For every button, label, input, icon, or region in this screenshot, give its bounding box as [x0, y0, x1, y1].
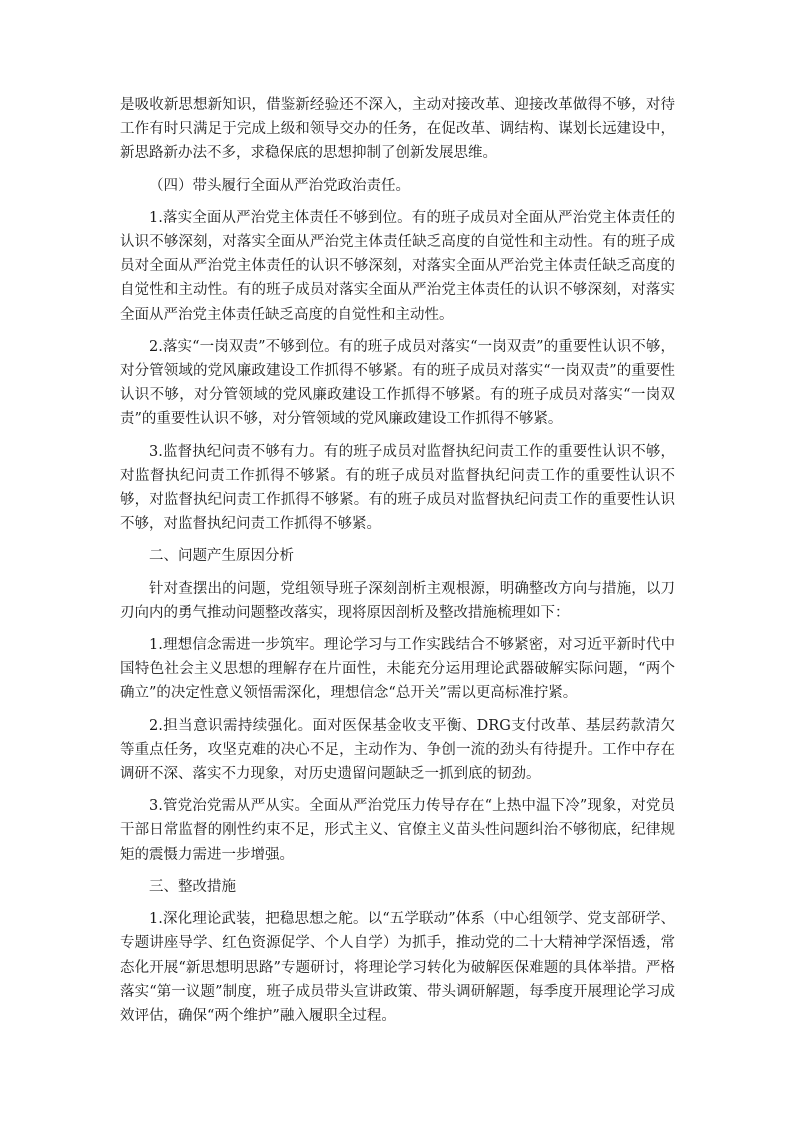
section-heading-4: （四）带头履行全面从严治党政治责任。 — [149, 177, 410, 194]
paragraph-item-2: 2.落实“一岗双责”不够到位。有的班子成员对落实“一岗双责”的重要性认识不够，对分管领域的党风廉政建设工作抓得不够紧。有的班子成员对落实“一岗双责”的重要性认识不够，对分管领域的党风廉政建设工作抓得不够紧。有的班子成员对落实“一岗双责”的重要性认识不够，对分管领域的党风廉政建设工作抓得不够紧。 — [120, 338, 675, 428]
paragraph-measure-1: 1.深化理论武装，把稳思想之舵。以“五学联动”体系（中心组领学、党支部研学、专题讲座导学、红色资源促学、个人自学）为抓手，推动党的二十大精神学深悟透，常态化开展“新思想明思路”专题研讨，将理论学习转化为破解医保难题的具体举措。严格落实“第一议题”制度，班子成员带头宣讲政策、带头调研解题，每季度开展理论学习成效评估，确保“两个维护”融入履职全过程。 — [120, 911, 675, 1024]
paragraph-cause-1: 1.理想信念需进一步筑牢。理论学习与工作实践结合不够紧密，对习近平新时代中国特色社会主义思想的理解存在片面性，未能充分运用理论武器破解实际问题，“两个确立”的决定性意义领悟需深化，理想信念“总开关”需以更高标准拧紧。 — [120, 637, 675, 702]
paragraph-item-3: 3.监督执纪问责不够有力。有的班子成员对监督执纪问责工作的重要性认识不够，对监督执纪问责工作抓得不够紧。有的班子成员对监督执纪问责工作的重要性认识不够，对监督执纪问责工作抓得不够紧。有的班子成员对监督执纪问责工作的重要性认识不够，对监督执纪问责工作抓得不够紧。 — [120, 443, 675, 533]
paragraph-cause-3: 3.管党治党需从严从实。全面从严治党压力传导存在“上热中温下冷”现象，对党员干部日常监督的刚性约束不足，形式主义、官僚主义苗头性问题纠治不够彻底，纪律规矩的震慑力需进一步增强。 — [120, 798, 675, 863]
section-heading-measures: 三、整改措施 — [149, 878, 236, 895]
paragraph-intro: 针对查摆出的问题，党组领导班子深刻剖析主观根源，明确整改方向与措施，以刀刃向内的勇气推动问题整改落实，现将原因剖析及整改措施梳理如下： — [120, 580, 675, 621]
paragraph-item-1: 1.落实全面从严治党主体责任不够到位。有的班子成员对全面从严治党主体责任的认识不够深刻，对落实全面从严治党主体责任缺乏高度的自觉性和主动性。有的班子成员对全面从严治党主体责任的认识不够深刻，对落实全面从严治党主体责任缺乏高度的自觉性和主动性。有的班子成员对落实全面从严治党主体责任的认识不够深刻，对落实全面从严治党主体责任缺乏高度的自觉性和主动性。 — [120, 209, 675, 323]
section-heading-cause-analysis: 二、问题产生原因分析 — [149, 548, 294, 565]
document-page — [120, 93, 675, 1036]
paragraph-continuation: 是吸收新思想新知识，借鉴新经验还不深入，主动对接改革、迎接改革做得不够，对待工作有时只满足于完成上级和领导交办的任务，在促改革、调结构、谋划长远建设中，新思路新办法不多，求稳保底的思想抑制了创新发展思维。 — [120, 97, 675, 162]
paragraph-cause-2: 2.担当意识需持续强化。面对医保基金收支平衡、DRG支付改革、基层药款清欠等重点任务，攻坚克难的决心不足，主动作为、争创一流的劲头有待提升。工作中存在调研不深、落实不力现象，对历史遗留问题缺乏一抓到底的韧劲。 — [120, 717, 675, 783]
